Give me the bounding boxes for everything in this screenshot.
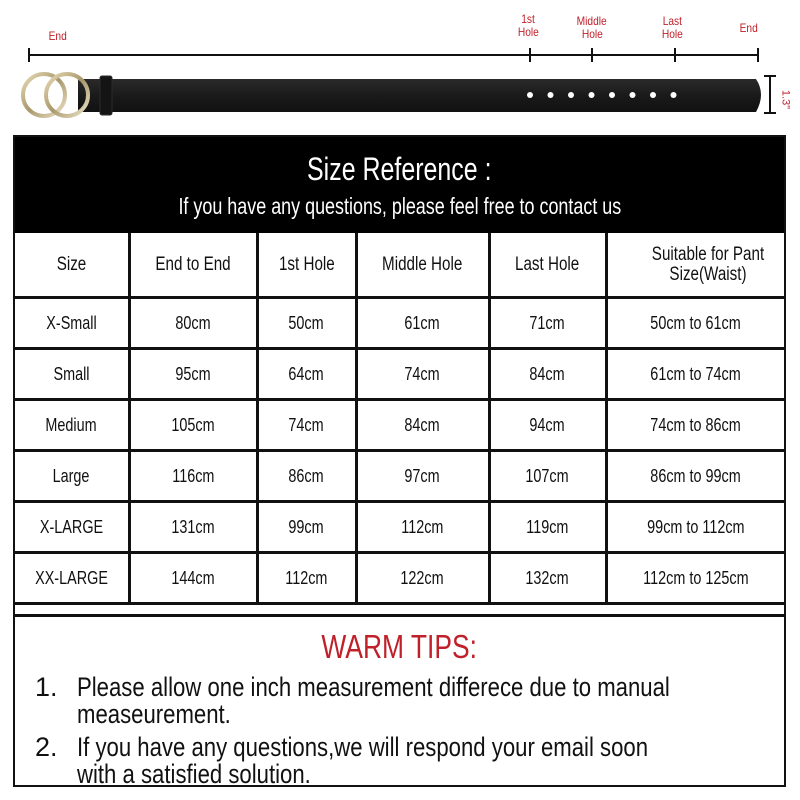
first-hole-cell: 64cm <box>257 349 356 400</box>
header-last-hole: Last Hole <box>489 233 606 298</box>
table-header-row <box>15 233 784 298</box>
size-chart <box>13 135 786 787</box>
end-to-end-cell: 116cm <box>129 451 257 502</box>
first-hole-cell: 99cm <box>257 502 356 553</box>
header-middle-hole: Middle Hole <box>356 233 489 298</box>
tip-text-line: If you have any questions,we will respond your email soon <box>77 732 649 762</box>
label-belt-width: 1.3" <box>779 89 792 110</box>
belt-hole <box>650 92 656 98</box>
tip-number: 2. <box>35 732 58 762</box>
end-to-end-cell: 105cm <box>129 400 257 451</box>
table-row <box>15 349 784 400</box>
table-row <box>15 553 784 604</box>
belt-svg <box>0 0 800 130</box>
end-to-end-cell: 95cm <box>129 349 257 400</box>
first-hole-cell: 74cm <box>257 400 356 451</box>
tip-text-line: Please allow one inch measurement differece due to manual <box>77 672 670 702</box>
warm-tips-title: WARM TIPS: <box>321 628 478 665</box>
waist-range-cell: 50cm to 61cm <box>606 298 784 349</box>
size-table <box>15 233 784 605</box>
belt-diagram <box>0 0 800 130</box>
tip-text-line: measeurement. <box>77 699 231 729</box>
belt-hole <box>568 92 574 98</box>
header-size: Size <box>15 233 129 298</box>
middle-hole-cell: 74cm <box>356 349 489 400</box>
header-waist: Suitable for Pant Size(Waist) <box>606 233 784 298</box>
end-to-end-cell: 131cm <box>129 502 257 553</box>
last-hole-cell: 132cm <box>489 553 606 604</box>
first-hole-cell: 50cm <box>257 298 356 349</box>
middle-hole-cell: 97cm <box>356 451 489 502</box>
warm-tips <box>15 614 784 789</box>
first-hole-cell: 86cm <box>257 451 356 502</box>
middle-hole-cell: 61cm <box>356 298 489 349</box>
banner-title: Size Reference : <box>307 151 492 187</box>
label-middle-hole: Middle Hole <box>576 14 608 41</box>
last-hole-cell: 94cm <box>489 400 606 451</box>
table-row <box>15 451 784 502</box>
end-to-end-cell: 80cm <box>129 298 257 349</box>
dimension-line <box>29 48 758 62</box>
size-cell: X-Small <box>15 298 129 349</box>
tip-text-line: with a satisfied solution. <box>77 759 311 789</box>
table-row <box>15 298 784 349</box>
belt-hole <box>630 92 636 98</box>
size-cell: XX-LARGE <box>15 553 129 604</box>
belt-hole <box>589 92 595 98</box>
waist-range-cell: 86cm to 99cm <box>606 451 784 502</box>
tip-number: 1. <box>35 672 58 702</box>
waist-range-cell: 112cm to 125cm <box>606 553 784 604</box>
waist-range-cell: 74cm to 86cm <box>606 400 784 451</box>
belt-keeper <box>100 76 112 115</box>
last-hole-cell: 84cm <box>489 349 606 400</box>
belt-hole <box>527 92 533 98</box>
belt-hole <box>609 92 615 98</box>
end-to-end-cell: 144cm <box>129 553 257 604</box>
last-hole-cell: 107cm <box>489 451 606 502</box>
size-cell: Medium <box>15 400 129 451</box>
label-last-hole: Last Hole <box>661 14 683 41</box>
label-first-hole: 1st Hole <box>517 12 539 39</box>
size-reference-banner <box>15 137 784 233</box>
header-end-to-end: End to End <box>129 233 257 298</box>
middle-hole-cell: 84cm <box>356 400 489 451</box>
size-cell: Large <box>15 451 129 502</box>
middle-hole-cell: 122cm <box>356 553 489 604</box>
label-end-right: End <box>739 21 759 35</box>
belt-strap <box>78 79 761 112</box>
label-end-left: End <box>48 29 68 43</box>
header-first-hole: 1st Hole <box>257 233 356 298</box>
last-hole-cell: 119cm <box>489 502 606 553</box>
first-hole-cell: 112cm <box>257 553 356 604</box>
belt-hole <box>671 92 677 98</box>
last-hole-cell: 71cm <box>489 298 606 349</box>
size-cell: Small <box>15 349 129 400</box>
waist-range-cell: 61cm to 74cm <box>606 349 784 400</box>
waist-range-cell: 99cm to 112cm <box>606 502 784 553</box>
banner-subtitle: If you have any questions, please feel free to contact us <box>178 193 621 219</box>
belt-hole <box>548 92 554 98</box>
middle-hole-cell: 112cm <box>356 502 489 553</box>
table-row <box>15 502 784 553</box>
width-marker <box>764 76 776 113</box>
size-cell: X-LARGE <box>15 502 129 553</box>
table-row <box>15 400 784 451</box>
